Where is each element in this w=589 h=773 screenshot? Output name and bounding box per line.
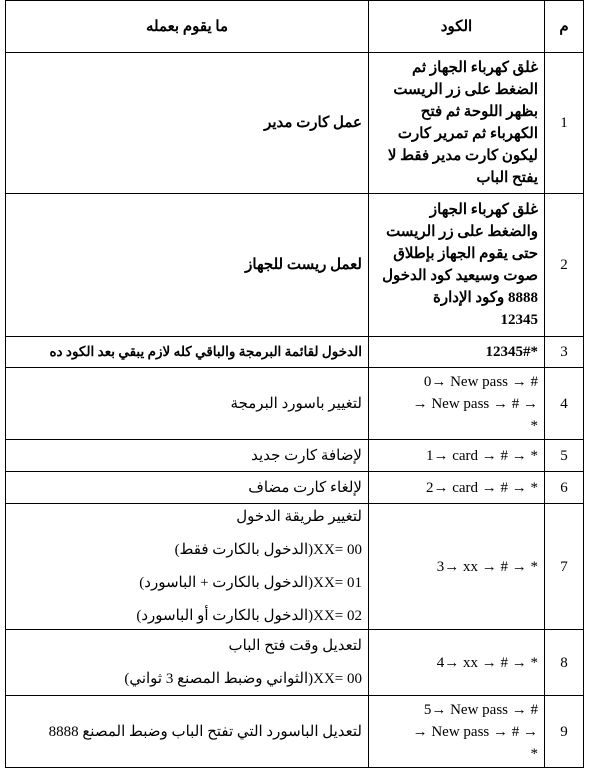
code-line: * bbox=[530, 417, 538, 434]
table-row bbox=[6, 630, 584, 696]
code-line: 3→ xx → # → * bbox=[436, 558, 538, 575]
code-cell bbox=[369, 696, 545, 768]
code-line: *12345# bbox=[485, 344, 538, 360]
desc-line: الدخول لقائمة البرمجة والباقي كله لازم يبقي بعد الكود ده bbox=[49, 344, 362, 359]
code-cell bbox=[369, 504, 545, 630]
code-line: الكهرباء ثم تمرير كارت bbox=[397, 126, 538, 142]
row-number: 1 bbox=[545, 53, 584, 194]
desc-cell bbox=[6, 472, 369, 504]
table-row bbox=[6, 472, 584, 504]
code-line: 2→ card → # → * bbox=[425, 479, 538, 496]
code-cell bbox=[369, 337, 545, 368]
row-number: 4 bbox=[545, 368, 584, 440]
desc-cell bbox=[6, 337, 369, 368]
code-line: الضغط على زر الريست bbox=[393, 82, 538, 98]
row-number: 3 bbox=[545, 337, 584, 368]
code-line: → New pass → # → bbox=[412, 723, 538, 740]
desc-cell bbox=[6, 504, 369, 630]
desc-line: لعمل ريست للجهاز bbox=[245, 257, 362, 273]
desc-line: XX= 02(الدخول بالكارت أو الباسورد) bbox=[136, 608, 362, 624]
desc-line: XX= 00(الثواني وضبط المصنع 3 ثواني) bbox=[124, 671, 362, 687]
desc-line: لإلغاء كارت مضاف bbox=[248, 479, 362, 496]
table-row bbox=[6, 440, 584, 472]
header-desc: ما يقوم بعمله bbox=[6, 1, 369, 53]
desc-cell bbox=[6, 696, 369, 768]
code-line: 8888 وكود الإدارة bbox=[433, 290, 538, 306]
desc-line: لتعديل الباسورد التي تفتح الباب وضبط المصنع 8888 bbox=[48, 723, 362, 740]
row-number: 2 bbox=[545, 194, 584, 337]
code-line: غلق كهرباء الجهاز ثم bbox=[411, 60, 538, 76]
code-cell bbox=[369, 630, 545, 696]
table-row bbox=[6, 53, 584, 194]
code-cell bbox=[369, 368, 545, 440]
desc-line: لتغيير باسورد البرمجة bbox=[230, 395, 362, 412]
row-number: 5 bbox=[545, 440, 584, 472]
header-code: الكود bbox=[369, 1, 545, 53]
row-number: 9 bbox=[545, 696, 584, 768]
row-number: 8 bbox=[545, 630, 584, 696]
desc-cell bbox=[6, 194, 369, 337]
commands-table bbox=[5, 0, 584, 768]
code-line: 5→ New pass → # bbox=[423, 701, 538, 718]
desc-cell bbox=[6, 440, 369, 472]
code-line: بظهر اللوحة ثم فتح bbox=[420, 104, 538, 120]
desc-line: عمل كارت مدير bbox=[264, 115, 362, 131]
table-row bbox=[6, 368, 584, 440]
code-cell bbox=[369, 194, 545, 337]
desc-line: لإضافة كارت جديد bbox=[251, 447, 362, 464]
table-row bbox=[6, 194, 584, 337]
desc-line: لتعديل وقت فتح الباب bbox=[228, 638, 362, 654]
code-line: حتى يقوم الجهاز بإطلاق bbox=[393, 246, 538, 262]
code-cell bbox=[369, 440, 545, 472]
code-cell bbox=[369, 472, 545, 504]
code-line: 4→ xx → # → * bbox=[436, 654, 538, 671]
desc-line: لتغيير طريقة الدخول bbox=[236, 509, 362, 525]
row-number: 7 bbox=[545, 504, 584, 630]
header-num: م bbox=[545, 1, 584, 53]
code-cell bbox=[369, 53, 545, 194]
table-row bbox=[6, 504, 584, 630]
desc-cell bbox=[6, 368, 369, 440]
code-line: صوت وسيعيد كود الدخول bbox=[382, 268, 538, 284]
code-line: 1→ card → # → * bbox=[425, 447, 538, 464]
code-line: ليكون كارت مدير فقط لا bbox=[387, 148, 538, 164]
row-number: 6 bbox=[545, 472, 584, 504]
code-line: والضغط على زر الريست bbox=[386, 224, 538, 240]
code-line: غلق كهرباء الجهاز bbox=[429, 202, 538, 218]
code-line: 0→ New pass → # bbox=[423, 373, 538, 390]
code-line: → New pass → # → bbox=[412, 395, 538, 412]
desc-line: XX= 01(الدخول بالكارت + الباسورد) bbox=[139, 575, 362, 591]
code-line: * bbox=[530, 745, 538, 762]
desc-cell bbox=[6, 630, 369, 696]
desc-cell bbox=[6, 53, 369, 194]
code-line: يفتح الباب bbox=[476, 170, 538, 186]
header-row bbox=[6, 1, 584, 53]
table-row bbox=[6, 696, 584, 768]
table-row bbox=[6, 337, 584, 368]
code-line: 12345 bbox=[500, 312, 538, 328]
desc-line: XX= 00(الدخول بالكارت فقط) bbox=[174, 542, 362, 558]
